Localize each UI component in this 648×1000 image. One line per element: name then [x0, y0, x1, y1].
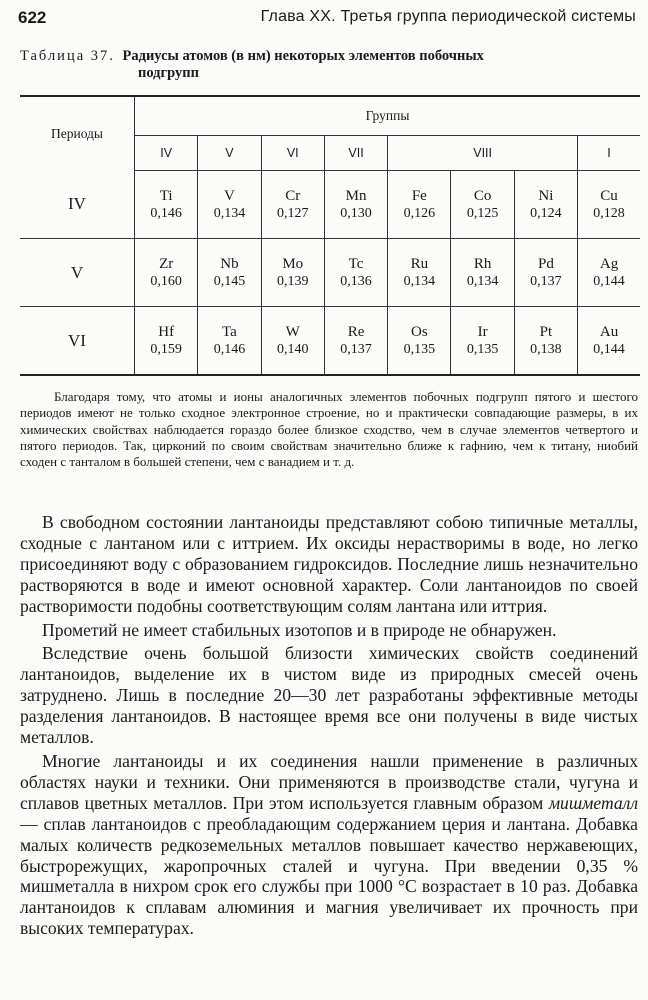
element-cell [514, 171, 577, 239]
period-label: VI [20, 307, 135, 376]
element-symbol: Hf [158, 323, 175, 340]
element-cell [388, 239, 451, 307]
atomic-radius: 0,146 [150, 205, 182, 221]
element-symbol: Ru [410, 255, 429, 272]
table-title: Радиусы атомов (в нм) некоторых элементов побочных [122, 48, 484, 64]
paragraph-text: — сплав лантаноидов с преобладающим содержанием церия и лантана. Добавка малых количеств редкоземельных металлов повышает качество нержавеющих, быстрорежущих, жаропрочных сталей и чугуна. При введении 0,35 % мишметалла в нихром срок его службы при 1000 °C возрастает в 10 раз. Добавка лантаноидов к сплавам алюминия и магния увеличивает их прочность при высоких температурах. [20, 813, 638, 939]
period-label: V [20, 239, 135, 307]
element-cell [261, 239, 324, 307]
period-label: IV [20, 171, 135, 239]
element-cell [514, 307, 577, 376]
page-number: 622 [18, 8, 47, 27]
element-cell [388, 307, 451, 376]
group-header: V [198, 136, 261, 171]
element-symbol: Ta [222, 323, 237, 340]
atomic-radius: 0,128 [593, 205, 625, 221]
term-mischmetal: мишметалл [548, 792, 638, 813]
element-symbol: Fe [411, 187, 427, 204]
element-symbol: Cr [285, 187, 301, 204]
element-symbol: Os [411, 323, 428, 340]
atomic-radius: 0,139 [276, 273, 309, 289]
atomic-radius: 0,140 [276, 341, 309, 357]
element-symbol: Pt [539, 323, 553, 340]
atomic-radius: 0,160 [150, 273, 182, 289]
atomic-radius: 0,135 [403, 341, 436, 357]
element-cell [578, 239, 640, 307]
table-row [20, 239, 640, 307]
element-symbol: Tc [348, 255, 364, 272]
atomic-radius: 0,134 [466, 273, 499, 289]
atomic-radius: 0,137 [340, 341, 372, 357]
table-label: Таблица 37. [20, 48, 115, 64]
element-symbol: Nb [220, 255, 239, 272]
table-note [20, 389, 638, 470]
element-symbol: Ti [159, 187, 173, 204]
element-cell [451, 239, 514, 307]
note-paragraph: Благодаря тому, что атомы и ионы аналогичных элементов побочных подгрупп пятого и шестого периодов имеют не только сходное электронное строение, но и практически совпадающие размеры, в их химических свойствах наблюдается гораздо более близкое сходство, чем в случае элементов четвертого и пятого периодов. Так, цирконий по своим свойствам значительно ближе к гафнию, чем к титану, ниобий сходен с танталом в большей степени, чем с ванадием и т. д. [20, 389, 638, 470]
element-symbol: Cu [600, 187, 618, 204]
element-symbol: Zr [159, 255, 174, 272]
element-cell [324, 307, 387, 376]
element-cell [388, 171, 451, 239]
paragraph: Прометий не имеет стабильных изотопов и в природе не обнаружен. [42, 619, 557, 640]
groups-header: Группы [135, 96, 641, 136]
element-cell [261, 307, 324, 376]
atomic-radius: 0,130 [340, 205, 372, 221]
page-header [18, 6, 636, 32]
table-row [20, 171, 640, 239]
element-symbol: Re [347, 323, 365, 340]
element-cell [135, 239, 198, 307]
paragraph: Вследствие очень большой близости химических свойств соединений лантаноидов, выделение их в чистом виде из природных смесей очень затруднено. Лишь в последние 20—30 лет разработаны эффективные методы разделения лантаноидов. В настоящее время все они получены в виде чистых металлов. [20, 643, 638, 748]
element-cell [198, 171, 261, 239]
atomic-radius: 0,159 [150, 341, 182, 357]
element-symbol: Au [599, 323, 619, 340]
group-header: IV [135, 136, 198, 171]
element-cell [451, 171, 514, 239]
table-body [20, 171, 640, 376]
element-symbol: Mo [282, 255, 304, 272]
atomic-radius: 0,136 [340, 273, 372, 289]
element-cell [135, 171, 198, 239]
atomic-radius: 0,134 [213, 205, 246, 221]
atomic-radius: 0,135 [466, 341, 499, 357]
element-symbol: Ag [599, 255, 619, 272]
atomic-radii-table [20, 95, 640, 376]
element-symbol: Rh [473, 255, 492, 272]
group-header: I [578, 136, 640, 171]
element-symbol: V [224, 187, 235, 204]
atomic-radius: 0,126 [403, 205, 436, 221]
paragraph-text: Многие лантаноиды и их соединения нашли применение в различных областях науки и техники. Они применяются в производстве стали, чугуна и сплавов цветных металлов. При этом используется главным образом [20, 750, 638, 813]
table-row [20, 307, 640, 376]
atomic-radius: 0,138 [530, 341, 562, 357]
group-header: VI [261, 136, 324, 171]
atomic-radius: 0,146 [213, 341, 246, 357]
atomic-radius: 0,145 [213, 273, 246, 289]
element-cell [514, 239, 577, 307]
periods-header: Периоды [20, 96, 135, 171]
atomic-radius: 0,125 [466, 205, 499, 221]
atomic-radius: 0,124 [530, 205, 562, 221]
element-symbol: Co [473, 187, 492, 204]
element-symbol: Ir [477, 323, 488, 340]
element-cell [451, 307, 514, 376]
atomic-radius: 0,144 [593, 273, 625, 289]
element-cell [135, 307, 198, 376]
atomic-radius: 0,134 [403, 273, 436, 289]
element-cell [198, 239, 261, 307]
atomic-radius: 0,137 [530, 273, 562, 289]
table-title-continued: подгрупп [138, 65, 199, 81]
element-cell [324, 171, 387, 239]
atomic-radius: 0,127 [276, 205, 309, 221]
atomic-radius: 0,144 [593, 341, 625, 357]
element-symbol: Ni [538, 187, 554, 204]
element-cell [324, 239, 387, 307]
element-cell [261, 171, 324, 239]
paragraph: В свободном состоянии лантаноиды представляют собою типичные металлы, сходные с лантаном или с иттрием. Их оксиды нерастворимы в воде, но легко присоединяют воду с образованием гидроксидов. Последние лишь незначительно растворяются в воде и имеют основной характер. Соли лантаноидов по своей растворимости подобны соответствующим солям лантана или иттрия. [20, 512, 638, 616]
paragraph [20, 751, 638, 939]
element-symbol: Pd [538, 255, 554, 272]
element-cell [578, 307, 640, 376]
element-symbol: Mn [345, 187, 367, 204]
group-header: VII [324, 136, 387, 171]
element-cell [198, 307, 261, 376]
table-caption [20, 48, 580, 82]
element-symbol: W [285, 323, 300, 340]
element-cell [578, 171, 640, 239]
running-title: Глава XX. Третья группа периодической системы [260, 8, 636, 25]
body-text [20, 512, 638, 942]
group-header: VIII [388, 136, 578, 171]
